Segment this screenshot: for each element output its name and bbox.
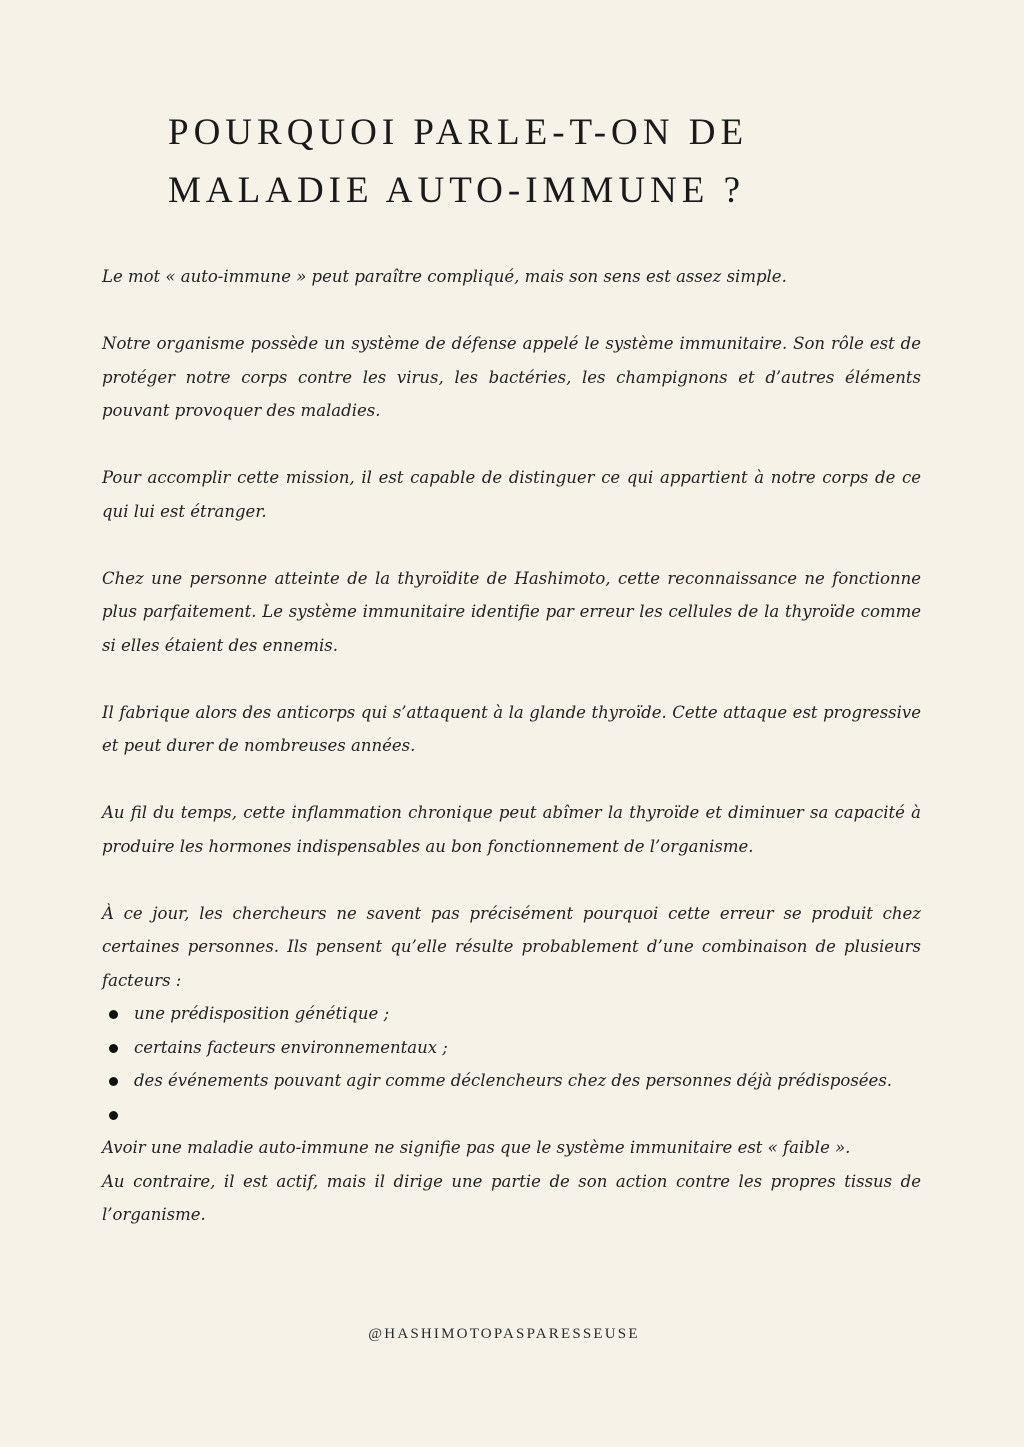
closing-line-1: Avoir une maladie auto-immune ne signifie pas que le système immunitaire est « faible ». (102, 1138, 851, 1157)
paragraph-inflammation: Au fil du temps, cette inflammation chronique peut abîmer la thyroïde et diminuer sa capacité à produire les hormones indispensables au bon fonctionnement de l’organisme. (102, 803, 921, 856)
list-item (102, 1031, 921, 1065)
body-text (102, 260, 921, 1232)
title-line-2: MALADIE AUTO-IMMUNE ? (168, 170, 746, 211)
list-item (102, 1064, 921, 1098)
paragraph-causes: À ce jour, les chercheurs ne savent pas précisément pourquoi cette erreur se produit chez certaines personnes. Ils pensent qu’elle résulte probablement d’une combinaison de plusieurs facteurs : (102, 903, 921, 990)
bullet-dot-icon (109, 1077, 118, 1086)
footer-handle: @HASHIMOTOPASPARESSEUSE (368, 1326, 640, 1342)
paragraph-antibodies: Il fabrique alors des anticorps qui s’attaquent à la glande thyroïde. Cette attaque est progressive et peut durer de nombreuses années. (102, 702, 921, 755)
list-item (102, 997, 921, 1031)
closing-line-2: Au contraire, il est actif, mais il dirige une partie de son action contre les propres tissus de l’organisme. (102, 1171, 921, 1224)
paragraph-distinguish: Pour accomplir cette mission, il est capable de distinguer ce qui appartient à notre corps de ce qui lui est étranger. (102, 468, 921, 521)
bullet-dot-icon (109, 1111, 118, 1120)
bullet-dot-icon (109, 1010, 118, 1019)
list-item-text: une prédisposition génétique ; (134, 1004, 390, 1023)
title-line-1: POURQUOI PARLE-T-ON DE (168, 112, 749, 153)
bullet-dot-icon (109, 1044, 118, 1053)
list-item-text: certains facteurs environnementaux ; (134, 1037, 448, 1057)
paragraph-hashimoto: Chez une personne atteinte de la thyroïdite de Hashimoto, cette reconnaissance ne fonctionne plus parfaitement. Le système immunitaire identifie par erreur les cellules de la thyroïde comme si elles étaient des ennemis. (102, 568, 921, 655)
page-title (168, 104, 928, 220)
paragraph-intro: Le mot « auto-immune » peut paraître compliqué, mais son sens est assez simple. (102, 267, 787, 286)
list-item-text: des événements pouvant agir comme déclencheurs chez des personnes déjà prédisposées. (134, 1071, 893, 1090)
factors-list (102, 997, 921, 1131)
paragraph-immune-system: Notre organisme possède un système de défense appelé le système immunitaire. Son rôle est de protéger notre corps contre les virus, les bactéries, les champignons et d’autres éléments pouvant provoquer des maladies. (102, 334, 921, 420)
list-item (102, 1098, 921, 1132)
